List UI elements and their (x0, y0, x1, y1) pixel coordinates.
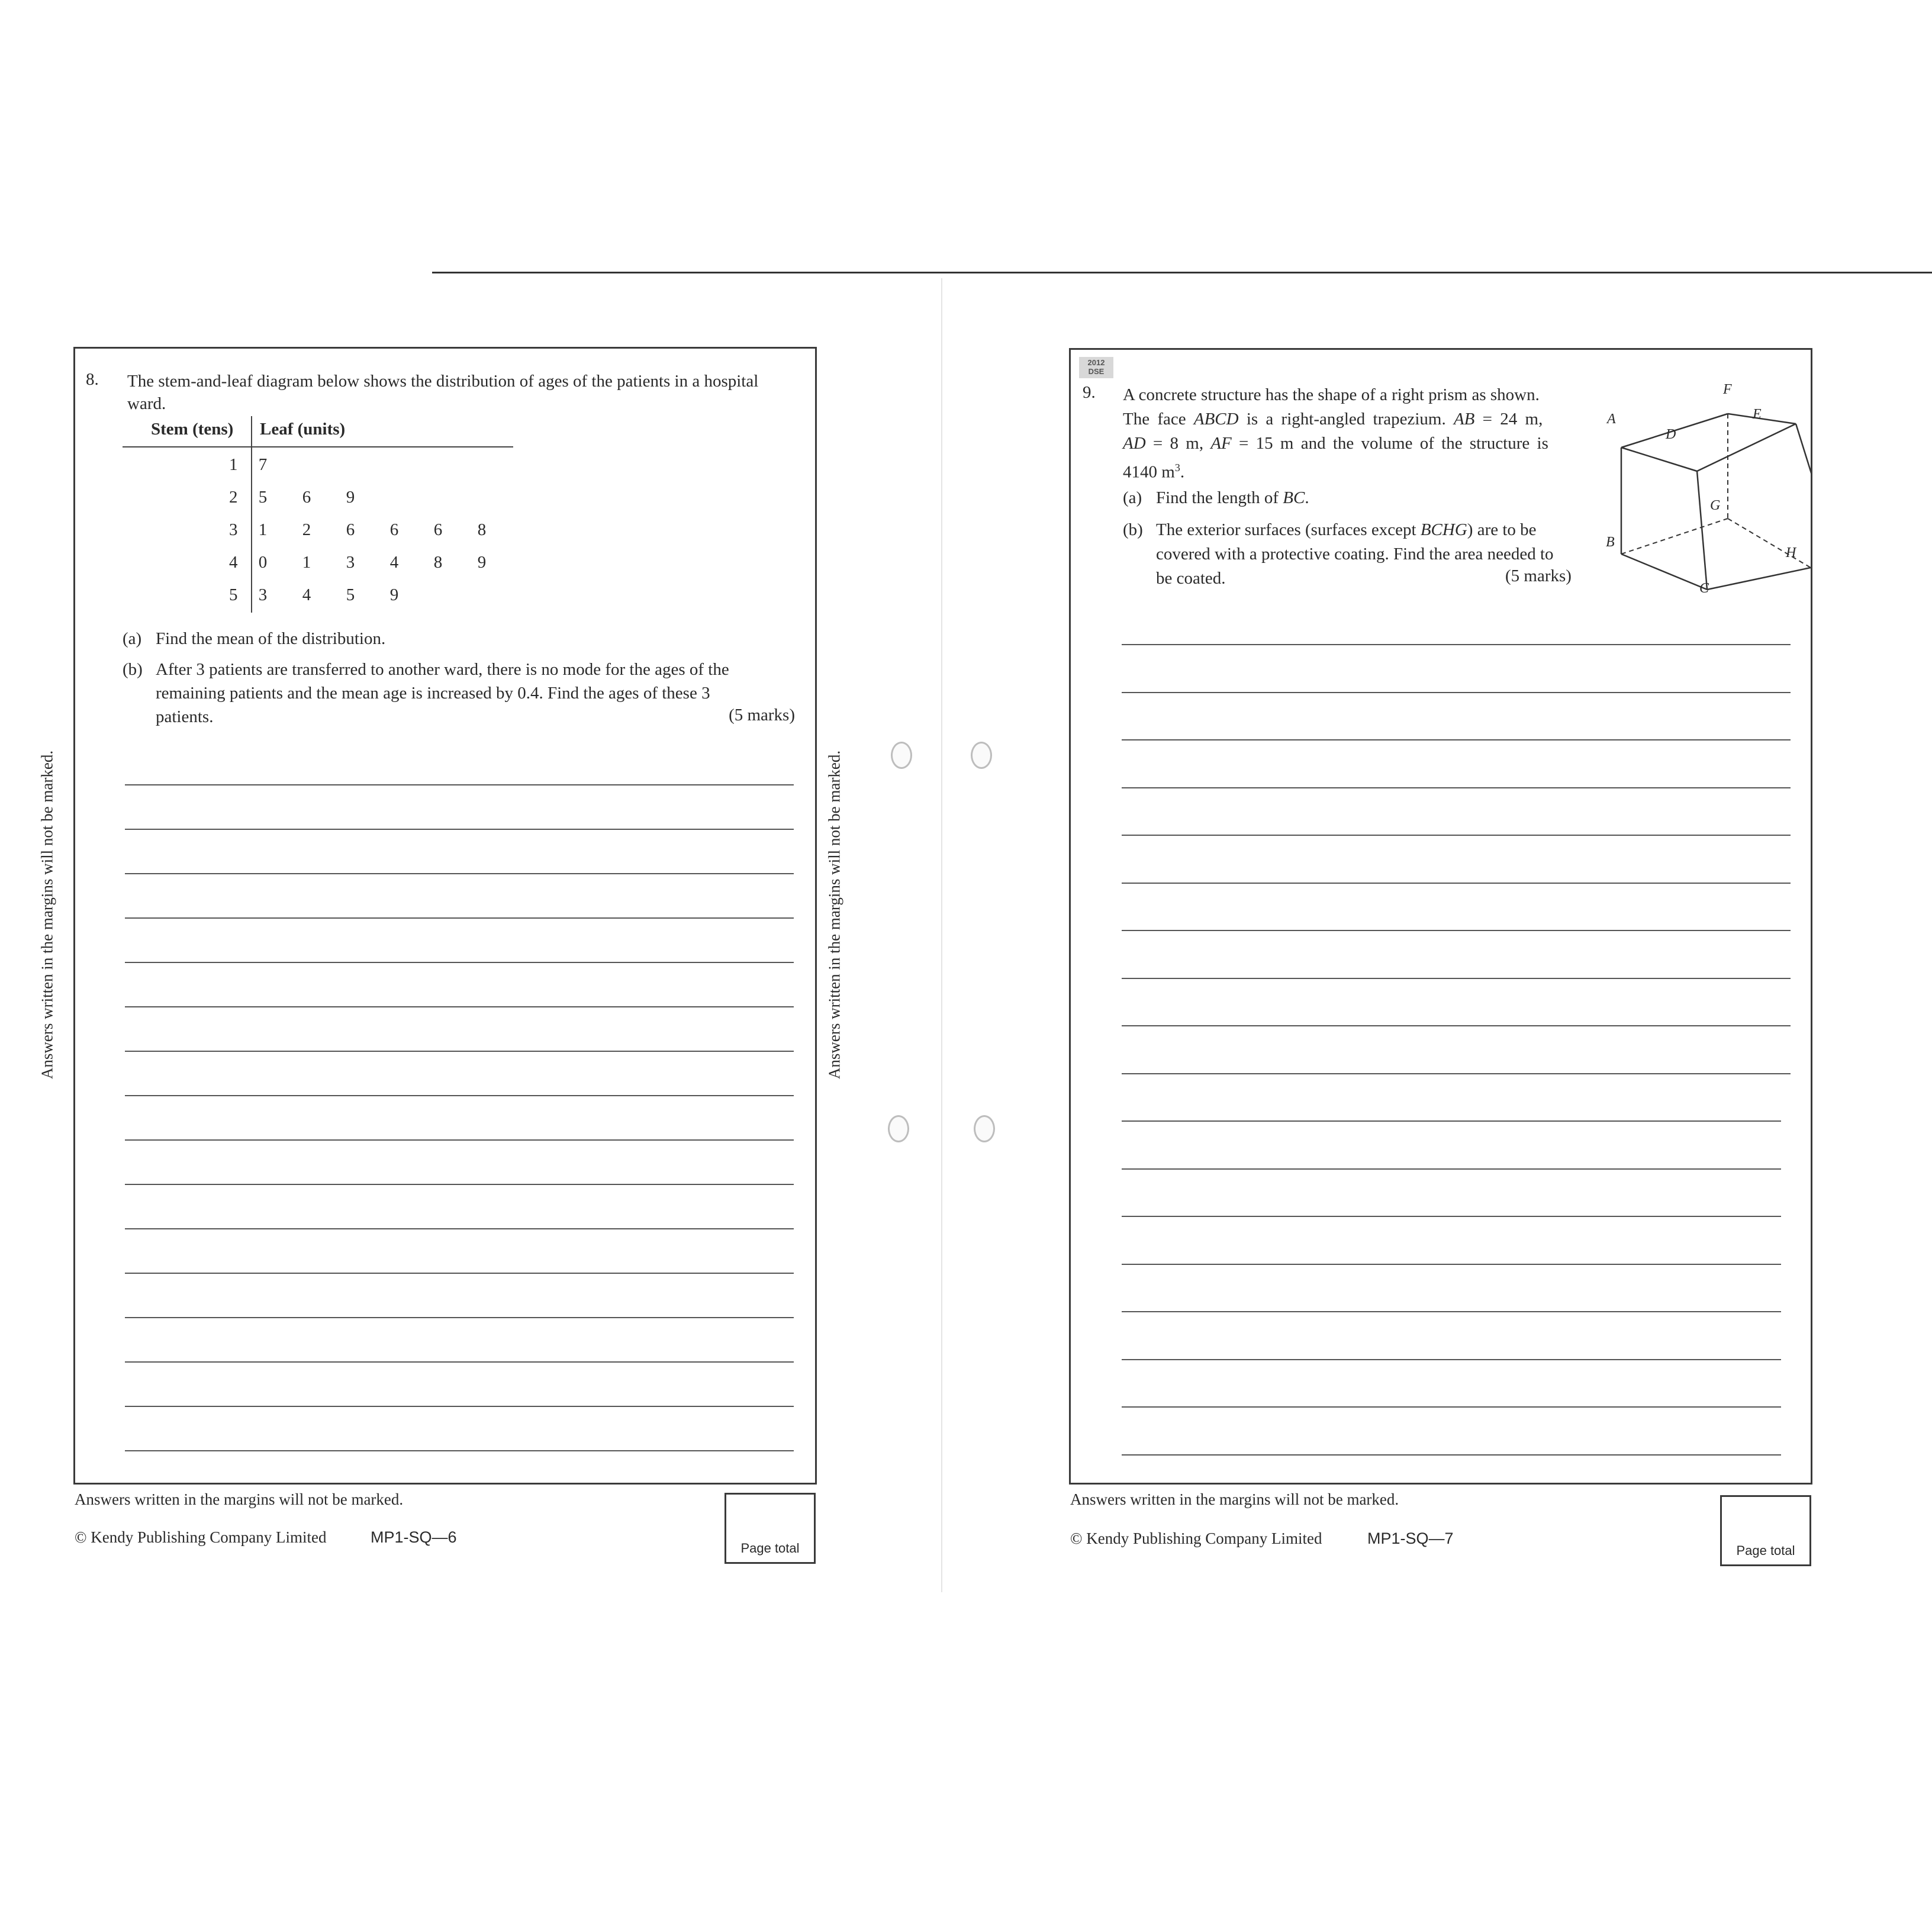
edge-AD (1621, 447, 1697, 471)
edge-DE (1697, 424, 1796, 471)
leaf-value: 7 (258, 455, 268, 474)
label-F: F (1723, 382, 1732, 397)
leaf-value: 4 (302, 585, 311, 604)
leaf-value: 6 (433, 520, 443, 539)
answer-line[interactable] (1122, 1216, 1781, 1217)
answer-line[interactable] (1122, 1264, 1781, 1265)
edge-CH (1707, 568, 1811, 590)
answer-line[interactable] (125, 1317, 794, 1318)
label-D: D (1666, 427, 1676, 442)
answer-line[interactable] (125, 873, 794, 874)
badge-exam: DSE (1088, 367, 1105, 376)
stem-value: 5 (229, 585, 238, 604)
question-9-text (1123, 383, 1582, 485)
answer-line[interactable] (125, 784, 794, 785)
answer-line[interactable] (125, 1139, 794, 1141)
leaf-value: 9 (389, 585, 399, 604)
left-outer-margin-note: Answers written in the margins will not be marked. (38, 750, 56, 1080)
answer-line[interactable] (1122, 644, 1791, 645)
answer-line[interactable] (1122, 883, 1791, 884)
stem-value: 2 (229, 488, 238, 507)
answer-line[interactable] (125, 1006, 794, 1007)
answer-line[interactable] (125, 1361, 794, 1363)
leaf-value: 9 (477, 553, 487, 572)
leaf-value: 8 (433, 553, 443, 572)
stem-value: 3 (229, 520, 238, 539)
part-b-line-2: remaining patients and the mean age is increased by 0.4. Find the ages of these 3 (156, 684, 710, 703)
leaf-value: 5 (346, 585, 355, 604)
label-G: G (1710, 498, 1721, 513)
label-B: B (1606, 534, 1615, 550)
leaf-value: 6 (346, 520, 355, 539)
left-answer-frame (73, 347, 817, 1485)
left-page-total-label: Page total (740, 1541, 800, 1556)
part-a-label: (a) (123, 629, 142, 648)
right-footer-note: Answers written in the margins will not be marked. (1070, 1490, 1399, 1508)
edge-BG (1621, 519, 1728, 554)
answer-line[interactable] (1122, 787, 1791, 788)
edge-BC (1621, 554, 1707, 590)
question-8-text (127, 370, 808, 415)
stem-value: 4 (229, 553, 238, 572)
label-A: A (1607, 411, 1616, 427)
question-8-line-1: The stem-and-leaf diagram below shows the distribution of ages of the patients in a hospital (127, 372, 759, 391)
answer-line[interactable] (1122, 978, 1791, 979)
right-page-code: MP1-SQ—7 (1367, 1530, 1454, 1547)
edge-EH (1796, 424, 1811, 566)
label-C: C (1699, 581, 1709, 596)
header-rule (123, 446, 513, 447)
answer-line[interactable] (1122, 692, 1791, 693)
question-9-part-a: (a) Find the length of BC. (1123, 488, 1309, 507)
answer-line[interactable] (1122, 1025, 1791, 1026)
answer-line[interactable] (125, 829, 794, 830)
left-copyright: © Kendy Publishing Company Limited (75, 1528, 327, 1546)
leaf-value: 1 (258, 520, 268, 539)
stem-divider (251, 416, 252, 613)
answer-line[interactable] (125, 962, 794, 963)
binder-hole (974, 1115, 995, 1142)
question-9-number: 9. (1083, 383, 1096, 402)
answer-line[interactable] (125, 1273, 794, 1274)
binder-hole (891, 742, 912, 769)
part-b-label: (b) (123, 660, 143, 679)
answer-line[interactable] (125, 1095, 794, 1096)
answer-line[interactable] (125, 1051, 794, 1052)
answer-line[interactable] (1122, 1406, 1781, 1408)
right-answer-frame (1069, 348, 1812, 1485)
leaf-value: 5 (258, 488, 268, 507)
question-9-line-1: A concrete structure has the shape of a right prism as shown. (1123, 385, 1540, 404)
left-footer-note: Answers written in the margins will not be marked. (75, 1490, 404, 1508)
leaf-value: 6 (302, 488, 311, 507)
question-9-marks: (5 marks) (1505, 566, 1572, 585)
answer-line[interactable] (1122, 1168, 1781, 1170)
badge-year: 2012 (1087, 358, 1105, 367)
leaf-value: 9 (346, 488, 355, 507)
edge-GH (1728, 519, 1811, 568)
label-H: H (1786, 545, 1796, 561)
part-a-text: Find the mean of the distribution. (156, 629, 386, 648)
question-8-marks: (5 marks) (729, 706, 795, 724)
leaf-value: 8 (477, 520, 487, 539)
edge-FE (1728, 414, 1796, 424)
right-page-total-box[interactable] (1720, 1495, 1811, 1566)
spread-top-line (432, 272, 1932, 273)
leaf-value: 4 (389, 553, 399, 572)
exam-badge (1079, 357, 1113, 378)
part-b-line-3: be coated. (1156, 569, 1226, 588)
answer-line[interactable] (1122, 1311, 1781, 1312)
question-9-line-2: The face ABCD is a right-angled trapezium. AB = 24 m, (1123, 410, 1543, 429)
binder-hole (971, 742, 992, 769)
answer-line[interactable] (1122, 1073, 1791, 1074)
question-9-line-3: AD = 8 m, AF = 15 m and the volume of the structure is (1123, 434, 1548, 453)
book-gutter (941, 278, 942, 1592)
answer-line[interactable] (1122, 835, 1791, 836)
question-8-part-a (123, 627, 386, 651)
label-E: E (1753, 407, 1762, 422)
question-8-line-2: ward. (127, 394, 166, 413)
answer-line[interactable] (1122, 1120, 1781, 1122)
stem-value: 1 (229, 455, 238, 474)
question-9-line-4: 4140 $m^3$. (1123, 462, 1185, 482)
leaf-value: 3 (346, 553, 355, 572)
right-inner-margin-note: Answers written in the margins will not be marked. (825, 750, 843, 1080)
prism-diagram (1592, 368, 1811, 593)
answer-line[interactable] (1122, 1359, 1781, 1360)
right-page-total-label: Page total (1736, 1543, 1795, 1558)
question-9-part-b: (b) The exterior surfaces (surfaces except BCHG) are to be covered with a protective coating. Find the area needed to be coated. (1123, 518, 1582, 542)
stem-header: Stem (tens) (151, 420, 234, 439)
answer-line[interactable] (1122, 1454, 1781, 1456)
part-b-line-2: covered with a protective coating. Find the area needed to (1156, 545, 1554, 564)
stem-leaf-diagram (123, 420, 513, 621)
left-page-code: MP1-SQ—6 (371, 1528, 457, 1546)
part-b-line-1: After 3 patients are transferred to another ward, there is no mode for the ages of the (156, 660, 729, 679)
answer-line[interactable] (1122, 739, 1791, 740)
answer-line[interactable] (125, 917, 794, 919)
answer-line[interactable] (125, 1450, 794, 1451)
leaf-value: 0 (258, 553, 268, 572)
part-b-line-3: patients. (156, 707, 214, 726)
leaf-header: Leaf (units) (260, 420, 346, 439)
answer-line[interactable] (125, 1228, 794, 1229)
answer-line[interactable] (125, 1184, 794, 1185)
left-page-total-box[interactable] (724, 1493, 816, 1564)
edge-DC (1697, 471, 1707, 590)
answer-line[interactable] (1122, 930, 1791, 931)
right-copyright: © Kendy Publishing Company Limited (1070, 1530, 1322, 1547)
part-b-line-1: The exterior surfaces (surfaces except BCHG) are to be (1156, 520, 1537, 539)
leaf-value: 6 (389, 520, 399, 539)
answer-line[interactable] (125, 1406, 794, 1407)
leaf-value: 2 (302, 520, 311, 539)
leaf-value: 3 (258, 585, 268, 604)
leaf-value: 1 (302, 553, 311, 572)
binder-hole (888, 1115, 909, 1142)
question-8-number: 8. (86, 370, 99, 389)
